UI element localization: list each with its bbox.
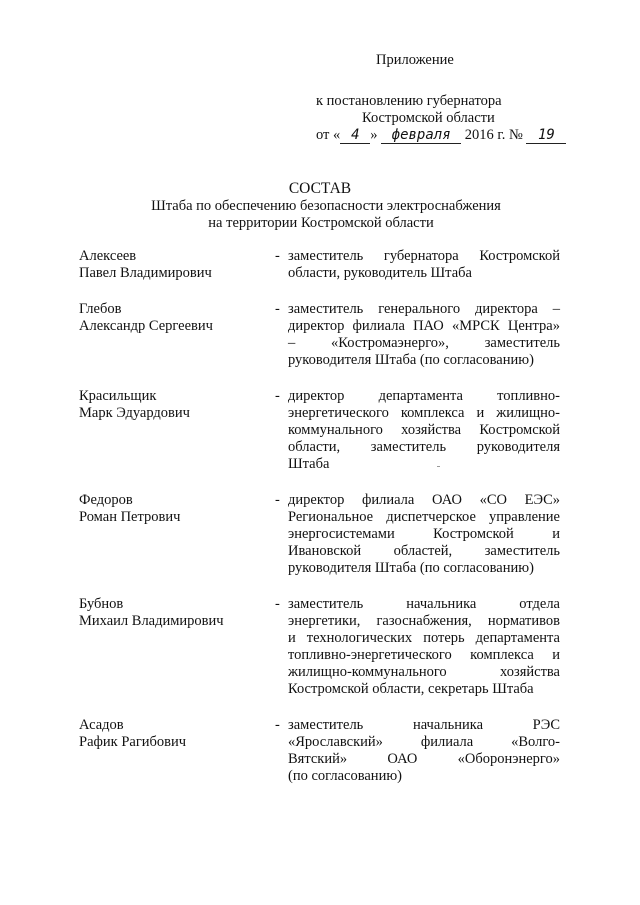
role-line: директор департамента топливно- <box>288 388 560 404</box>
region-line: Костромской области <box>362 110 495 126</box>
member-row <box>79 717 565 785</box>
member-role <box>288 717 560 785</box>
role-line: заместитель начальника отдела <box>288 596 560 612</box>
title-territory: на территории Костромской области <box>208 215 434 231</box>
member-given-names: Михаил Владимирович <box>79 613 224 629</box>
date-day: 4 <box>340 128 370 144</box>
role-line: энергосистемами Костромской и <box>288 526 560 542</box>
resolution-line: к постановлению губернатора <box>316 93 502 109</box>
role-line: Костромской области, секретарь Штаба <box>288 681 534 697</box>
date-month: февраля <box>381 128 461 144</box>
role-line: области, руководитель Штаба <box>288 265 472 281</box>
member-row <box>79 492 565 577</box>
member-given-names: Александр Сергеевич <box>79 318 213 334</box>
role-line: Ивановской областей, заместитель <box>288 543 560 559</box>
member-surname: Бубнов <box>79 596 124 612</box>
member-given-names: Марк Эдуардович <box>79 405 190 421</box>
member-name <box>79 596 275 698</box>
member-row <box>79 596 565 698</box>
member-role <box>288 248 560 282</box>
role-line: директор филиала ОАО «СО ЕЭС» <box>288 492 560 508</box>
role-line: коммунального хозяйства Костромской <box>288 422 560 438</box>
role-line: энергетики, газоснабжения, нормативов <box>288 613 560 629</box>
title-composition: СОСТАВ <box>288 180 352 197</box>
role-line: Вятский» ОАО «Оборонэнерго» <box>288 751 560 767</box>
scan-speck <box>437 466 440 467</box>
role-line: заместитель губернатора Костромской <box>288 248 560 264</box>
dash-separator: - <box>275 388 280 404</box>
role-line: заместитель генерального директора – <box>288 301 560 317</box>
member-surname: Федоров <box>79 492 133 508</box>
role-line: – «Костромаэнерго», заместитель <box>288 335 560 351</box>
member-name <box>79 388 275 473</box>
resolution-date-line <box>316 127 566 144</box>
member-name <box>79 717 275 785</box>
role-line: энергетического комплекса и жилищно- <box>288 405 560 421</box>
member-row <box>79 388 565 473</box>
member-surname: Глебов <box>79 301 122 317</box>
dash-separator: - <box>275 301 280 317</box>
member-given-names: Рафик Рагибович <box>79 734 187 750</box>
member-surname: Алексеев <box>79 248 137 264</box>
role-line: Штаба <box>288 456 330 472</box>
dash-separator: - <box>275 248 280 264</box>
member-name <box>79 301 275 369</box>
member-row <box>79 248 565 282</box>
date-mid: » <box>370 127 378 143</box>
member-role <box>288 596 560 698</box>
members-list <box>79 248 565 785</box>
member-row <box>79 301 565 369</box>
resolution-reference <box>316 93 566 144</box>
role-line: и технологических потерь департамента <box>288 630 560 646</box>
date-prefix: от « <box>316 127 341 143</box>
member-role <box>288 388 560 473</box>
appendix-label: Приложение <box>376 52 454 68</box>
document-title <box>0 180 640 232</box>
member-role <box>288 301 560 369</box>
title-headquarters: Штаба по обеспечению безопасности электроснабжения <box>151 198 501 214</box>
member-surname: Асадов <box>79 717 124 733</box>
role-line: руководителя Штаба (по согласованию) <box>288 560 534 576</box>
role-line: жилищно-коммунального хозяйства <box>288 664 560 680</box>
role-line: «Ярославский» филиала «Волго- <box>288 734 560 750</box>
member-surname: Красильщик <box>79 388 157 404</box>
dash-separator: - <box>275 492 280 508</box>
role-line: Региональное диспетчерское управление <box>288 509 560 525</box>
dash-separator: - <box>275 717 280 733</box>
member-name <box>79 248 275 282</box>
date-year: 2016 г. № <box>464 127 523 143</box>
role-line: топливно-энергетического комплекса и <box>288 647 560 663</box>
member-given-names: Роман Петрович <box>79 509 181 525</box>
role-line: заместитель начальника РЭС <box>288 717 560 733</box>
member-given-names: Павел Владимирович <box>79 265 212 281</box>
role-line: руководителя Штаба (по согласованию) <box>288 352 534 368</box>
dash-separator: - <box>275 596 280 612</box>
role-line: (по согласованию) <box>288 768 402 784</box>
member-name <box>79 492 275 577</box>
resolution-number: 19 <box>526 128 566 144</box>
member-role <box>288 492 560 577</box>
role-line: директор филиала ПАО «МРСК Центра» <box>288 318 560 334</box>
role-line: области, заместитель руководителя <box>288 439 560 455</box>
